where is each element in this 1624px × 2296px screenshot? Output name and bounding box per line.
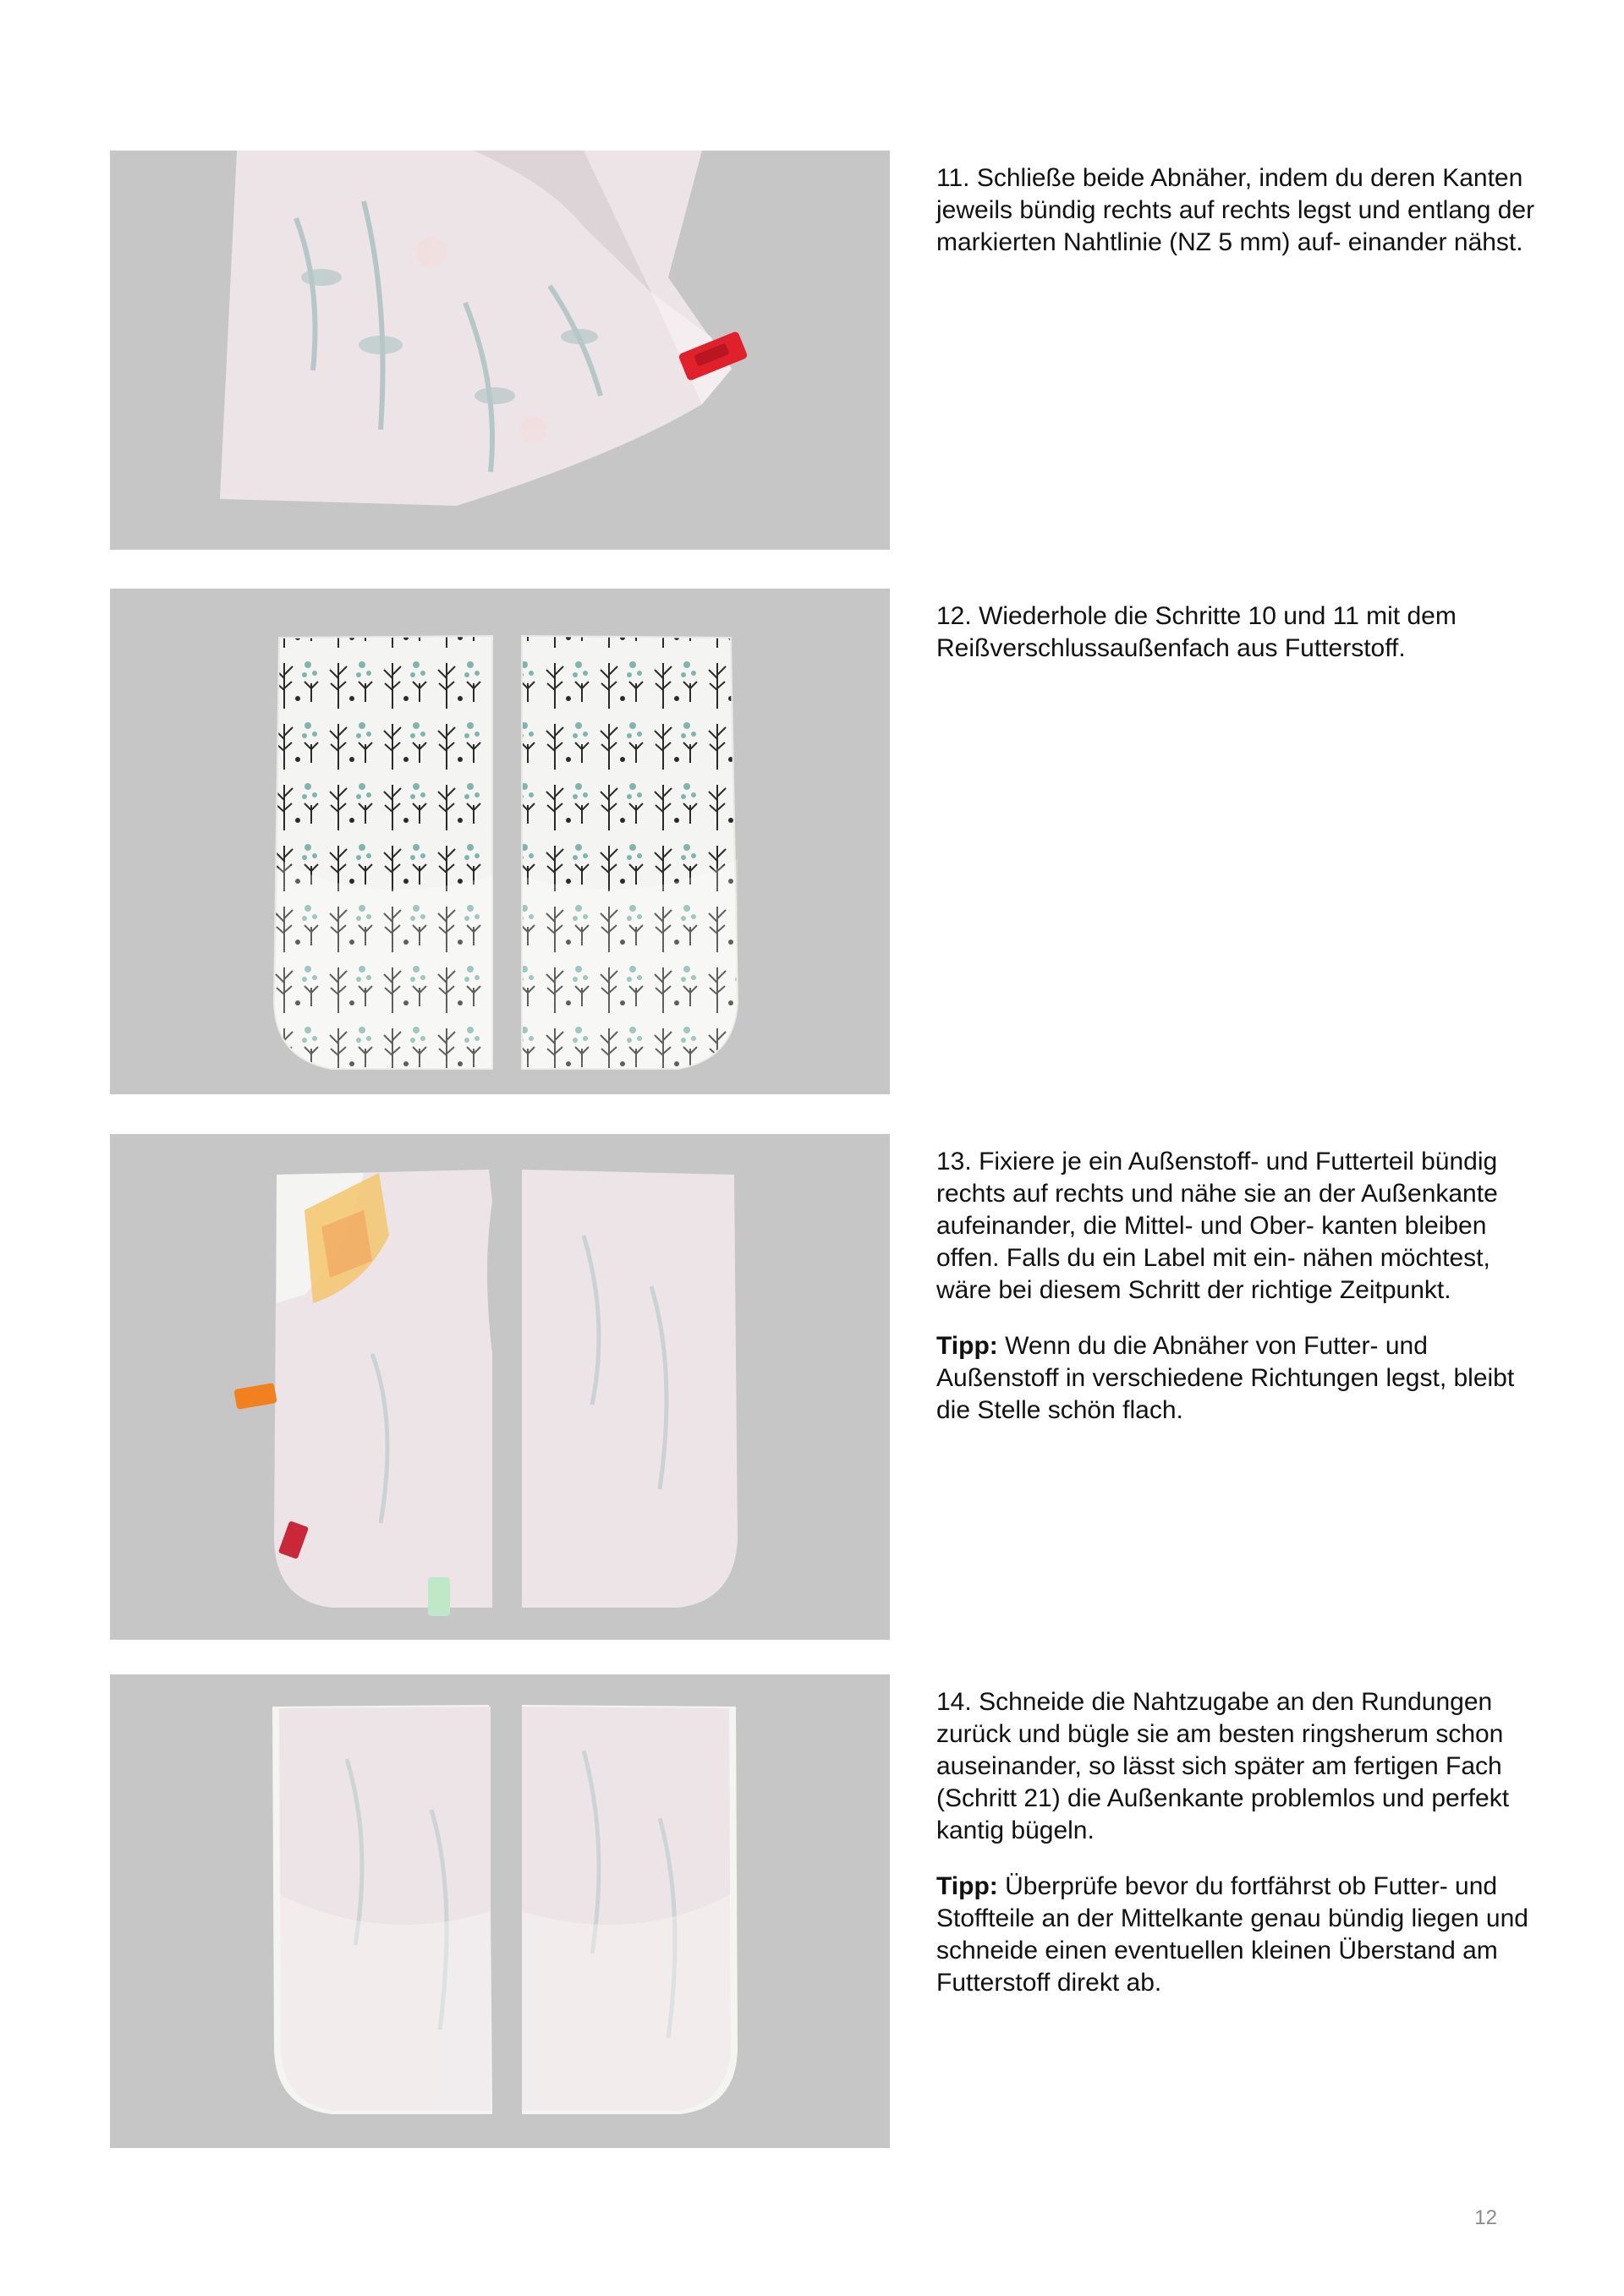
step-14-paragraph: 14. Schneide die Nahtzugabe an den Rundungen zurück und bügle sie am besten ringsherum schon auseinander, so lässt sich später am fertigen Fach (Schritt 21) die Außenkante problemlos und perfekt kantig bügeln. <box>936 1688 1510 1844</box>
step-11-photo <box>110 151 890 550</box>
step-12-photo <box>110 589 890 1094</box>
step-14-photo <box>110 1674 890 2148</box>
step-13-text <box>936 1146 1545 1450</box>
step-12-text <box>936 600 1545 688</box>
step-11-paragraph: 11. Schließe beide Abnäher, indem du deren Kanten jeweils bündig rechts auf rechts legst und entlang der markierten Nahtlinie (NZ 5 mm) auf- einander nähst. <box>936 164 1535 256</box>
step-13-paragraph: 13. Fixiere je ein Außenstoff- und Futterteil bündig rechts auf rechts und nähe sie an der Außenkante aufeinander, die Mittel- und Ober- kanten bleiben offen. Falls du ein Label mit ein- nähen möchtest, wäre bei diesem Schritt der richtige Zeitpunkt. <box>936 1148 1498 1304</box>
page-number: 12 <box>1474 2206 1497 2229</box>
step-11-text <box>936 162 1545 282</box>
step-14-text <box>936 1686 1545 2023</box>
step-13-photo <box>110 1134 890 1640</box>
step-12-paragraph: 12. Wiederhole die Schritte 10 und 11 mit dem Reißverschlussaußenfach aus Futterstoff. <box>936 602 1457 662</box>
clip-mint-icon <box>428 1577 450 1616</box>
step-13-tip: Tipp: Wenn du die Abnäher von Futter- und Außenstoff in verschiedene Richtungen legst, bleibt die Stelle schön flach. <box>936 1332 1515 1424</box>
step-14-tip: Tipp: Überprüfe bevor du fortfährst ob Futter- und Stoffteile an der Mittelkante genau bündig liegen und schneide einen eventuellen kleinen Überstand am Futterstoff direkt ab. <box>936 1872 1528 1997</box>
